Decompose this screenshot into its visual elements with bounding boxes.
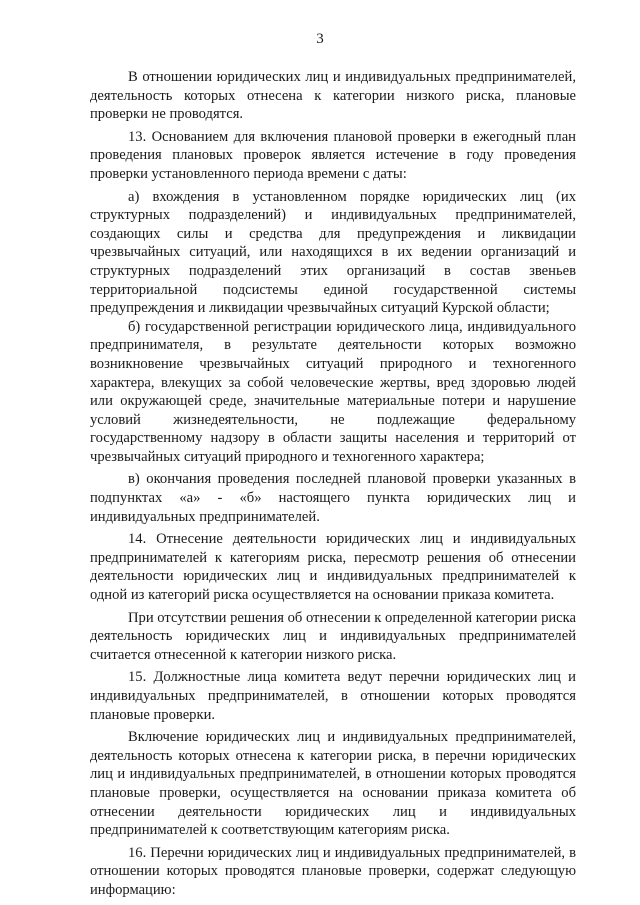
paragraph-low-risk: В отношении юридических лиц и индивидуальных предпринимателей, деятельность которых отнесена к категории низкого риска, плановые проверки не проводятся. [90, 69, 576, 123]
paragraph-13: 13. Основанием для включения плановой проверки в ежегодный план проведения плановых проверок является истечение в году проведения проверки установленного периода времени с даты: [90, 128, 576, 182]
paragraph-16: 16. Перечни юридических лиц и индивидуальных предпринимателей, в отношении которых проводятся плановые проверки, содержат следующую информацию: [90, 844, 576, 898]
paragraph-13-b: б) государственной регистрации юридического лица, индивидуального предпринимателя, в результате деятельности которых возможно возникновение чрезвычайных ситуаций природного и техногенного характера, влекущих за собой человеческие жертвы, вред здоровью людей или окружающей среде, значительные материальные потери и нарушение условий жизнедеятельности, не подлежащие федеральному государственному надзору в области защиты населения и территорий от чрезвычайных ситуаций природного и техногенного характера; [90, 318, 576, 465]
page-number: 3 [316, 31, 324, 47]
paragraph-14-default: При отсутствии решения об отнесении к определенной категории риска деятельность юридических лиц и индивидуальных предпринимателей считается отнесенной к категории низкого риска. [90, 609, 576, 663]
paragraph-14: 14. Отнесение деятельности юридических лиц и индивидуальных предпринимателей к категориям риска, пересмотр решения об отнесении деятельности юридических лиц и индивидуальных предпринимателей к одной из категорий риска осуществляется на основании приказа комитета. [90, 531, 576, 604]
paragraph-13-v: в) окончания проведения последней плановой проверки указанных в подпунктах «а» - «б» настоящего пункта юридических лиц и индивидуальных предпринимателей. [90, 471, 576, 525]
paragraph-13-a: а) вхождения в установленном порядке юридических лиц (их структурных подразделений) и индивидуальных предпринимателей, создающих силы и средства для предупреждения и ликвидации чрезвычайных ситуаций, или находящихся в их ведении организаций и структурных подразделений этих организаций в состав звеньев территориальной подсистемы единой государственной системы предупреждения и ликвидации чрезвычайных ситуаций Курской области; [90, 188, 576, 317]
paragraph-15-inclusion: Включение юридических лиц и индивидуальных предпринимателей, деятельность которых отнесена к категории риска, в перечни юридических лиц и индивидуальных предпринимателей, в отношении которых проводятся плановые проверки, осуществляется на основании приказа комитета об отнесении деятельности юридических лиц и индивидуальных предпринимателей к соответствующим категориям риска. [90, 729, 576, 839]
paragraph-15: 15. Должностные лица комитета ведут перечни юридических лиц и индивидуальных предпринимателей, в отношении которых проводятся плановые проверки. [90, 669, 576, 723]
document-body [90, 68, 576, 900]
